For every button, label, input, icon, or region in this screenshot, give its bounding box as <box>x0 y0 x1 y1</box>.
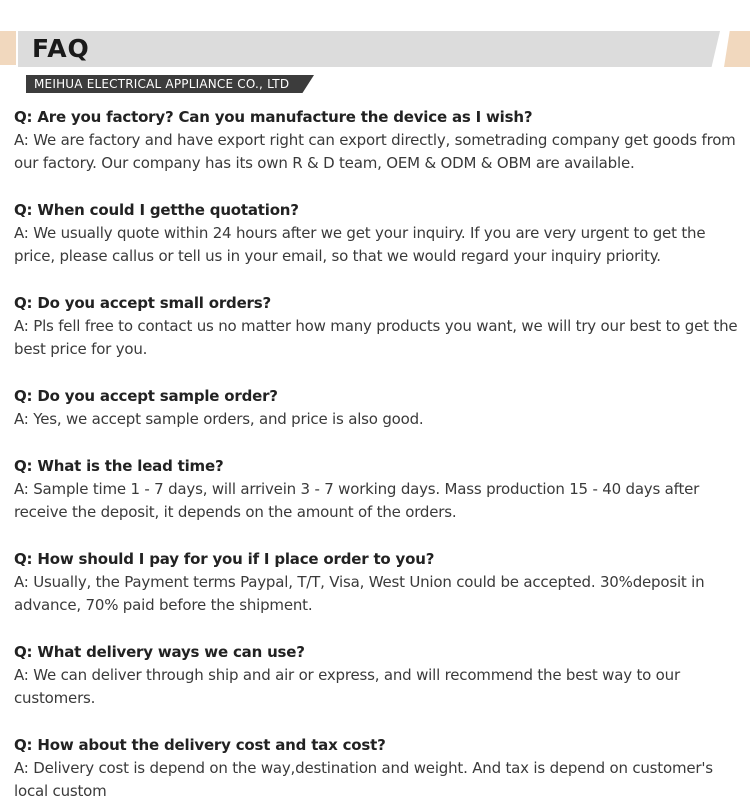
faq-question: Q: How should I pay for you if I place order to you? <box>14 550 435 568</box>
faq-item <box>14 641 740 710</box>
faq-item <box>14 548 740 617</box>
faq-item <box>14 292 740 361</box>
faq-question: Q: Do you accept sample order? <box>14 387 278 405</box>
faq-question: Q: Are you factory? Can you manufacture the device as I wish? <box>14 108 533 126</box>
faq-question: Q: Do you accept small orders? <box>14 294 271 312</box>
faq-answer: A: Yes, we accept sample orders, and price is also good. <box>14 410 424 428</box>
faq-answer: A: We usually quote within 24 hours after we get your inquiry. If you are very urgent to get the price, please callus or tell us in your email, so that we would regard your inquiry priority. <box>14 224 706 265</box>
faq-question: Q: When could I getthe quotation? <box>14 201 299 219</box>
faq-answer: A: Usually, the Payment terms Paypal, T/T, Visa, West Union could be accepted. 30%deposit in advance, 70% paid before the shipment. <box>14 573 705 614</box>
faq-list <box>14 106 740 803</box>
page-title: FAQ <box>32 34 90 63</box>
left-accent-stripe <box>0 31 16 65</box>
faq-item <box>14 734 740 803</box>
right-accent-stripe <box>724 31 750 67</box>
faq-item <box>14 455 740 524</box>
title-banner <box>18 31 720 67</box>
faq-answer: A: Delivery cost is depend on the way,destination and weight. And tax is depend on customer's local custom <box>14 759 713 800</box>
faq-item <box>14 199 740 268</box>
faq-item <box>14 385 740 431</box>
company-name: MEIHUA ELECTRICAL APPLIANCE CO., LTD <box>34 77 290 91</box>
faq-question: Q: How about the delivery cost and tax cost? <box>14 736 386 754</box>
faq-question: Q: What delivery ways we can use? <box>14 643 305 661</box>
faq-answer: A: We can deliver through ship and air or express, and will recommend the best way to our customers. <box>14 666 680 707</box>
faq-answer: A: We are factory and have export right can export directly, sometrading company get goods from our factory. Our company has its own R & D team, OEM & ODM & OBM are available. <box>14 131 736 172</box>
faq-answer: A: Pls fell free to contact us no matter how many products you want, we will try our best to get the best price for you. <box>14 317 738 358</box>
faq-question: Q: What is the lead time? <box>14 457 224 475</box>
faq-item <box>14 106 740 175</box>
faq-answer: A: Sample time 1 - 7 days, will arrivein 3 - 7 working days. Mass production 15 - 40 days after receive the deposit, it depends on the amount of the orders. <box>14 480 700 521</box>
